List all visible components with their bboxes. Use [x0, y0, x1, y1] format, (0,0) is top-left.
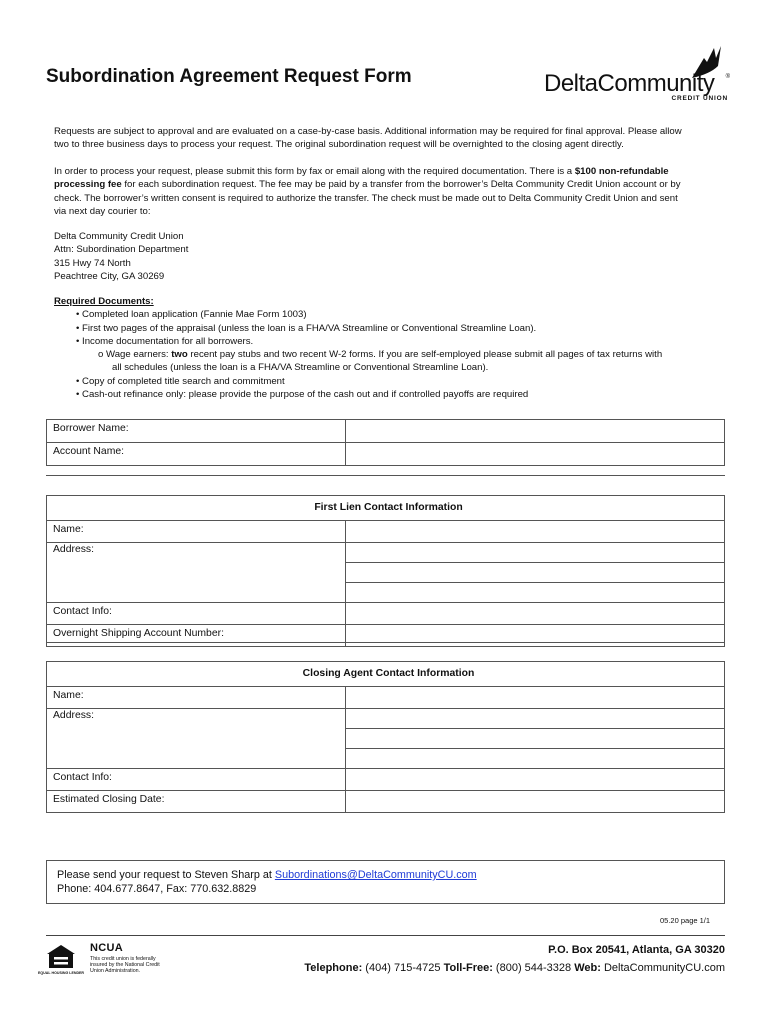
closing-date-label: Estimated Closing Date:: [47, 791, 346, 813]
first-lien-table: [46, 495, 725, 647]
text-run: recent pay stubs and two recent W-2 forms. If you are self-employed please submit all pages of tax returns with: [187, 349, 663, 361]
text-run: for each subordination request. The fee may be paid by a transfer from the borrower’s Delta Community Credit Union account or by: [121, 179, 681, 191]
closing-agent-contact-field[interactable]: [346, 769, 725, 791]
account-name-label: Account Name:: [47, 443, 346, 466]
send-request-box: [46, 860, 725, 904]
closing-agent-address-field-2[interactable]: [346, 729, 725, 749]
phone-fax-line: Phone: 404.677.8647, Fax: 770.632.8829: [57, 883, 257, 895]
sub-list-item: [54, 348, 718, 361]
table-row: [47, 791, 725, 813]
sub-list-item-continued: all schedules (unless the loan is a FHA/VA Streamline or Conventional Streamline Loan).: [112, 362, 489, 374]
logo-subtitle: CREDIT UNION: [671, 95, 728, 102]
text-line: check. The borrower’s written consent is required to authorize the transfer. The check must be made out to Delta Community Credit Union and sent: [54, 192, 678, 204]
list-item: • Income documentation for all borrowers.: [76, 335, 254, 347]
delta-community-logo: [540, 44, 730, 104]
telephone-label: Telephone:: [304, 962, 363, 974]
table-row: [47, 420, 725, 443]
fee-label: processing fee: [54, 179, 122, 191]
first-lien-heading: First Lien Contact Information: [47, 496, 725, 521]
closing-agent-address-field-3[interactable]: [346, 749, 725, 769]
closing-agent-address-field-1[interactable]: [346, 709, 725, 729]
table-row: [47, 687, 725, 709]
text-run: o Wage earners:: [98, 349, 172, 361]
ncua-badge: [90, 942, 170, 982]
closing-date-field[interactable]: [346, 791, 725, 813]
web-address: DeltaCommunityCU.com: [600, 962, 725, 974]
text-line: [54, 178, 718, 191]
ncua-statement: This credit union is federally insured by the National Credit Union Administration.: [90, 956, 160, 974]
page-title: Subordination Agreement Request Form: [46, 66, 412, 87]
ehl-caption: EQUAL HOUSING LENDER: [37, 971, 85, 975]
first-lien-address-field-2[interactable]: [346, 563, 725, 583]
web-label: Web:: [574, 962, 601, 974]
intro-paragraph-1: [54, 125, 718, 152]
borrower-name-field[interactable]: [346, 420, 725, 443]
first-lien-address-label: Address:: [47, 543, 346, 603]
first-lien-name-field[interactable]: [346, 521, 725, 543]
email-link[interactable]: Subordinations@DeltaCommunityCU.com: [274, 869, 477, 881]
intro-paragraph-2: [54, 165, 718, 218]
first-lien-contact-field[interactable]: [346, 603, 725, 625]
page-info: 05.20 page 1/1: [660, 916, 711, 925]
table-row: [47, 625, 725, 647]
table-row: [47, 496, 725, 521]
equal-housing-lender-icon: [37, 944, 85, 980]
account-name-field[interactable]: [346, 443, 725, 466]
text-run: two: [171, 349, 188, 361]
closing-agent-name-label: Name:: [47, 687, 346, 709]
telephone-number: (404) 715-4725: [362, 962, 444, 974]
list-item: • Cash-out refinance only: please provide the purpose of the cash out and if controlled payoffs are required: [76, 389, 529, 401]
footer-divider: [46, 935, 725, 936]
table-row: [47, 543, 725, 563]
footer-contacts: [304, 962, 725, 974]
borrower-table: [46, 419, 725, 466]
text-line: Requests are subject to approval and are evaluated on a case-by-case basis. Additional information may be required for final approval. Please allow: [54, 126, 682, 137]
text-line: via next day courier to:: [54, 205, 151, 217]
text-line: two to three business days to process your request. The original subordination request will be overnighted to the closing agent directly.: [54, 139, 624, 151]
list-item: • Completed loan application (Fannie Mae Form 1003): [76, 309, 307, 321]
address-line: Attn: Subordination Department: [54, 244, 189, 256]
fee-amount: $100 non-refundable: [574, 166, 669, 177]
first-lien-contact-label: Contact Info:: [47, 603, 346, 625]
required-documents: [54, 295, 718, 401]
shipping-account-label: Overnight Shipping Account Number:: [47, 625, 346, 647]
closing-agent-heading: Closing Agent Contact Information: [47, 662, 725, 687]
borrower-name-label: Borrower Name:: [47, 420, 346, 443]
table-row: [47, 769, 725, 791]
divider: [46, 475, 725, 476]
send-line: [57, 868, 477, 882]
shipping-account-field[interactable]: [346, 625, 725, 647]
closing-agent-address-label: Address:: [47, 709, 346, 769]
address-line: Peachtree City, GA 30269: [54, 270, 165, 282]
toll-free-number: (800) 544-3328: [492, 962, 575, 974]
toll-free-label: Toll-Free:: [443, 962, 493, 974]
address-line: Delta Community Credit Union: [54, 231, 184, 242]
closing-agent-contact-label: Contact Info:: [47, 769, 346, 791]
divider: [46, 642, 725, 643]
text-run: Please send your request to Steven Sharp at: [57, 869, 275, 881]
address-line: 315 Hwy 74 North: [54, 257, 131, 269]
footer-address: P.O. Box 20541, Atlanta, GA 30320: [548, 944, 725, 956]
list-item: • First two pages of the appraisal (unless the loan is a FHA/VA Streamline or Conventional Streamline Loan).: [76, 322, 537, 334]
table-row: [47, 603, 725, 625]
mailing-address: [54, 230, 718, 283]
ncua-logo: NCUA: [90, 942, 123, 954]
closing-agent-table: [46, 661, 725, 813]
required-documents-heading: Required Documents:: [54, 296, 154, 307]
first-lien-address-field-3[interactable]: [346, 583, 725, 603]
closing-agent-name-field[interactable]: [346, 687, 725, 709]
logo-wordmark: DeltaCommunity: [544, 70, 715, 97]
table-row: [47, 662, 725, 687]
list-item: • Copy of completed title search and commitment: [76, 375, 285, 387]
logo-registered-mark: ®: [725, 74, 730, 80]
text-line: [54, 165, 718, 178]
first-lien-name-label: Name:: [47, 521, 346, 543]
table-row: [47, 521, 725, 543]
first-lien-address-field-1[interactable]: [346, 543, 725, 563]
table-row: [47, 709, 725, 729]
table-row: [47, 443, 725, 466]
text-run: In order to process your request, please submit this form by fax or email along with the required documentation. There is a: [54, 166, 575, 177]
